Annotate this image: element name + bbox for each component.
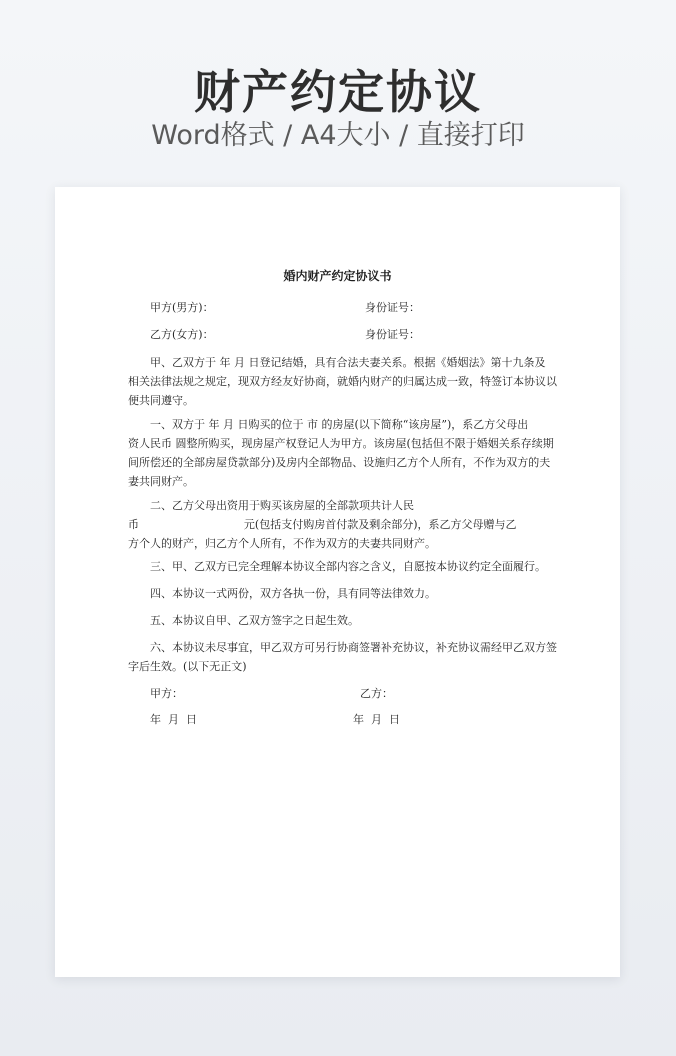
document-page — [55, 187, 620, 977]
signature-date-a: 年 月 日 — [150, 713, 197, 726]
paragraph-line: 四、本协议一式两份，双方各执一份，具有同等法律效力。 — [150, 587, 436, 600]
paragraph-line: 便共同遵守。 — [128, 394, 194, 407]
paragraph-line: 甲、乙双方于 年 月 日登记结婚，具有合法夫妻关系。根据《婚姻法》第十九条及 — [150, 356, 546, 369]
paragraph-line: 三、甲、乙双方已完全理解本协议全部内容之含义，自愿按本协议约定全面履行。 — [150, 560, 546, 573]
paragraph-clause-3 — [128, 557, 548, 576]
paragraph-line: 一、双方于 年 月 日购买的位于 市 的房屋(以下简称“该房屋”)，系乙方父母出 — [150, 418, 529, 431]
paragraph-clause-1 — [128, 415, 554, 491]
party-b-id-label: 身份证号： — [365, 328, 420, 341]
paragraph-line: 币 元(包括支付购房首付款及剩余部分)，系乙方父母赠与乙 — [128, 518, 517, 531]
paragraph-line: 六、本协议未尽事宜，甲乙双方可另行协商签署补充协议，补充协议需经甲乙双方签 — [150, 641, 557, 654]
paragraph-line: 方个人的财产，归乙方个人所有，不作为双方的夫妻共同财产。 — [128, 537, 436, 550]
paragraph-line: 妻共同财产。 — [128, 475, 194, 488]
paragraph-clause-5 — [128, 611, 548, 630]
signature-party-a-label: 甲方： — [150, 687, 183, 700]
document-title: 婚内财产约定协议书 — [283, 269, 392, 283]
paragraph-clause-2 — [128, 496, 548, 553]
signature-party-b-label: 乙方： — [360, 687, 393, 700]
paragraph-line: 资人民币 圆整所购买，现房屋产权登记人为甲方。该房屋(包括但不限于婚姻关系存续期 — [128, 437, 554, 450]
signature-date-b: 年 月 日 — [353, 713, 400, 726]
party-a-id-label: 身份证号： — [365, 301, 420, 314]
paragraph-line: 间所偿还的全部房屋贷款部分)及房内全部物品、设施归乙方个人所有，不作为双方的夫 — [128, 456, 551, 469]
paragraph-clause-4 — [128, 584, 548, 603]
paragraph-line: 二、乙方父母出资用于购买该房屋的全部款项共计人民 — [150, 499, 414, 512]
paragraph-preamble — [128, 353, 557, 410]
banner-title: 财产约定协议 — [194, 65, 482, 119]
paragraph-line: 字后生效。(以下无正文) — [128, 660, 247, 673]
paragraph-clause-6 — [128, 638, 557, 676]
paragraph-line: 相关法律法规之规定，现双方经友好协商，就婚内财产的归属达成一致，特签订本协议以 — [128, 375, 557, 388]
banner-subtitle: Word格式 / A4大小 / 直接打印 — [151, 120, 525, 151]
party-b-label: 乙方(女方)： — [150, 328, 214, 341]
party-a-label: 甲方(男方)： — [150, 301, 214, 314]
paragraph-line: 五、本协议自甲、乙双方签字之日起生效。 — [150, 614, 359, 627]
